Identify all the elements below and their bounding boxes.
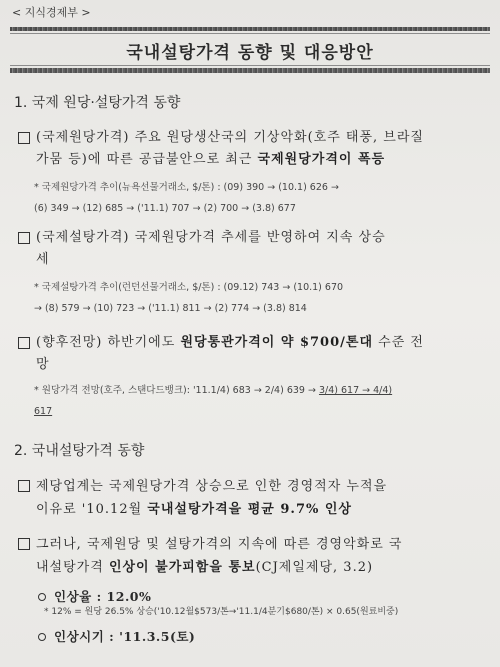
square-bullet-icon bbox=[18, 232, 30, 244]
s1-item-2-note-line-1: * 국제설탕가격 추이(런던선물거래소, $/톤) : (09.12) 743 → (10.1) 670 bbox=[34, 282, 344, 293]
s2-item-1-line-2 bbox=[36, 498, 492, 521]
s1-item-3-note-line-1-text: * 원당가격 전망(호주, 스탠다드뱅크): '11.1/4) 683 → 2/4) 639 → bbox=[34, 385, 319, 396]
s1-item-1-note-line-1: * 국제원당가격 추이(뉴욕선물거래소, $/톤) : (09) 390 → (10.1) 626 → bbox=[34, 182, 339, 193]
s1-item-3-note-line-2 bbox=[34, 401, 492, 422]
title-top-thin-rule bbox=[10, 33, 490, 34]
s1-item-3 bbox=[14, 332, 494, 376]
s2-item-1-line-2-text: 이유로 '10.12월 bbox=[36, 502, 148, 517]
s1-item-3-line-1 bbox=[36, 332, 492, 354]
s2-item-2-line-2-bold: 인상이 불가피함을 통보 bbox=[108, 560, 256, 575]
s1-item-2-note-line-2: → (8) 579 → (10) 723 → ('11.1) 811 → (2) 774 → (3.8) 814 bbox=[34, 303, 307, 314]
square-bullet-icon bbox=[18, 480, 30, 492]
increase-rate-note: * 12% = 원당 26.5% 상승('10.12월$573/톤→'11.1/4분기$680/톤) × 0.65(원료비중) bbox=[44, 607, 399, 617]
s1-item-1-line-1 bbox=[36, 127, 492, 149]
s2-item-2 bbox=[14, 533, 494, 579]
s1-item-3-line-1-bold: 원당통관가격이 약 $700/톤대 bbox=[180, 335, 373, 350]
s2-item-2-line-2 bbox=[36, 556, 492, 579]
s1-item-3-note bbox=[34, 380, 492, 422]
square-bullet-icon bbox=[18, 337, 30, 349]
increase-rate-text: 인상율 : 12.0% bbox=[54, 589, 152, 604]
title-bottom-thin-rule bbox=[10, 65, 490, 66]
s1-item-2-line-2 bbox=[36, 249, 492, 271]
circle-bullet-icon bbox=[38, 633, 46, 641]
s1-item-3-note-line-1 bbox=[34, 380, 492, 401]
increase-date-row bbox=[36, 627, 491, 647]
document-title: 국내설탕가격 동향 및 대응방안 bbox=[126, 43, 374, 63]
circle-bullet-icon bbox=[38, 593, 46, 601]
s2-item-1-line-1 bbox=[36, 475, 492, 498]
s1-item-1-note-line-2: (6) 349 → (12) 685 → ('11.1) 707 → (2) 700 → (3.8) 677 bbox=[34, 203, 296, 214]
section-2-heading: 2. 국내설탕가격 동향 bbox=[14, 443, 145, 459]
s2-item-2-line-1-text: 그러나, 국제원당 및 설탕가격의 지속에 따른 경영악화로 국 bbox=[36, 537, 403, 552]
square-bullet-icon bbox=[18, 538, 30, 550]
s2-item-1 bbox=[14, 475, 494, 521]
s1-item-2-line-2-text: 세 bbox=[36, 252, 50, 267]
s2-item-2-line-2-tail: (CJ제일제당, 3.2) bbox=[255, 560, 374, 575]
s1-item-3-note-line-1-underlined: 3/4) 617 → 4/4) bbox=[318, 385, 393, 396]
s1-item-3-line-1-tail: 수준 전 bbox=[373, 335, 424, 350]
s1-item-1-line-1-text: (국제원당가격) 주요 원당생산국의 기상악화(호주 태풍, 브라질 bbox=[36, 130, 424, 145]
s2-item-2-line-1 bbox=[36, 533, 492, 556]
s1-item-3-line-1-text: (향후전망) 하반기에도 bbox=[36, 335, 181, 350]
s1-item-2-line-1-text: (국제설탕가격) 국제원당가격 추세를 반영하여 지속 상승 bbox=[36, 230, 386, 245]
s1-item-2-note bbox=[34, 277, 492, 319]
s1-item-3-line-2 bbox=[36, 354, 492, 376]
s1-item-1-line-2 bbox=[36, 149, 492, 171]
square-bullet-icon bbox=[18, 132, 30, 144]
title-top-rule bbox=[10, 27, 490, 31]
s1-item-2 bbox=[14, 227, 494, 271]
s1-item-1-note bbox=[34, 177, 492, 219]
s1-item-2-line-1 bbox=[36, 227, 492, 249]
s1-item-1-line-2-text: 가뭄 등)에 따른 공급불안으로 최근 bbox=[36, 152, 258, 167]
s2-item-1-line-2-bold: 국내설탕가격을 평균 9.7% 인상 bbox=[147, 502, 352, 517]
ministry-label: < 지식경제부 > bbox=[12, 6, 91, 19]
s2-item-1-line-1-text: 제당업계는 국제원당가격 상승으로 인한 경영적자 누적을 bbox=[36, 479, 388, 494]
section-1-heading: 1. 국제 원당·설탕가격 동향 bbox=[14, 95, 181, 111]
s1-item-1 bbox=[14, 127, 494, 171]
s1-item-3-line-2-text: 망 bbox=[36, 357, 50, 372]
s1-item-3-note-line-2-underlined: 617 bbox=[34, 406, 53, 417]
s2-item-2-line-2-text: 내설탕가격 bbox=[36, 560, 109, 575]
increase-date-text: 인상시기 : '11.3.5(토) bbox=[54, 629, 196, 644]
s1-item-1-line-2-bold: 국제원당가격이 폭등 bbox=[257, 152, 386, 167]
title-bottom-rule bbox=[10, 68, 490, 73]
